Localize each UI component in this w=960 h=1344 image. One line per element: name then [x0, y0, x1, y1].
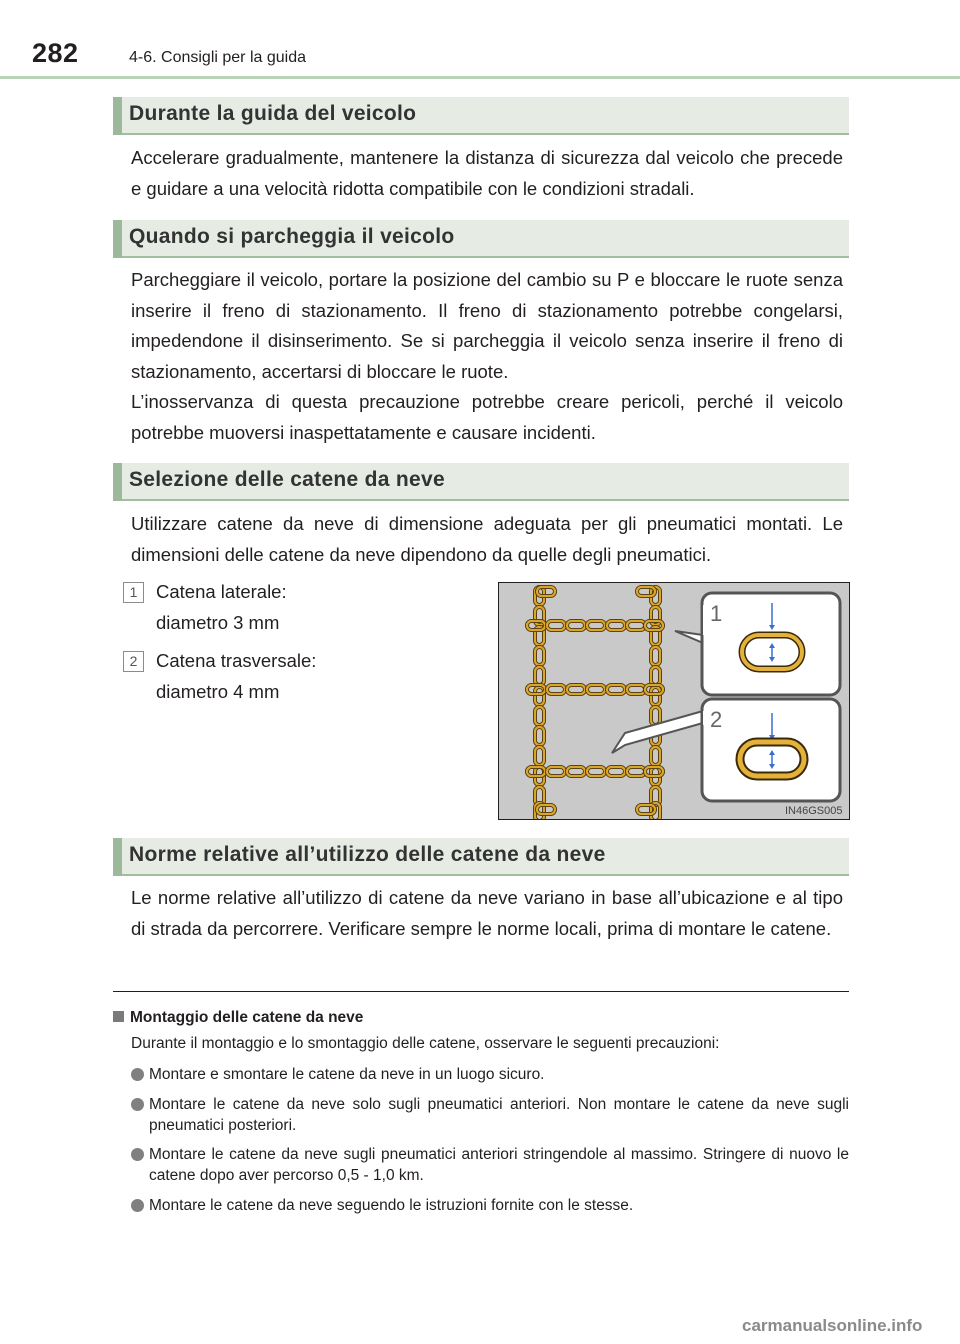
- section-text-parking-warning: L’inosservanza di questa precauzione potrebbe creare pericoli, perché il veicolo potrebbe muoversi inaspettatamente e causare incidenti.: [131, 391, 843, 443]
- section-heading-chain-rules: [113, 838, 849, 876]
- snow-chain-figure: [498, 582, 850, 820]
- bullet-dot-icon: [131, 1148, 144, 1161]
- watermark: carmanualsonline.info: [742, 1316, 923, 1335]
- bullet-dot-icon: [131, 1068, 144, 1081]
- chapter-title: 4-6. Consigli per la guida: [129, 49, 306, 66]
- section-text-driving: Accelerare gradualmente, mantenere la distanza di sicurezza dal veicolo che precede e guidare a una velocità ridotta compatibile con le condizioni stradali.: [131, 147, 843, 199]
- section-text-parking: Parcheggiare il veicolo, portare la posizione del cambio su P e bloccare le ruote senza inserire il freno di stazionamento. Il freno di stazionamento potrebbe congelarsi, impedendone il disinserimento. Se si parcheggia il veicolo senza inserire il freno di stazionamento, accertarsi di bloccare le ruote.: [131, 269, 843, 382]
- section-heading-chain-selection: [113, 463, 849, 501]
- section-text-chain-selection: Utilizzare catene da neve di dimensione adeguata per gli pneumatici montati. Le dimensioni delle catene da neve dipendono da quelle degli pneumatici.: [131, 513, 843, 565]
- notes-heading: [113, 1009, 363, 1027]
- bullet-text: Montare le catene da neve seguendo le istruzioni fornite con le stesse.: [149, 1197, 634, 1214]
- header-divider: [0, 76, 960, 79]
- bullet-text: Montare le catene da neve solo sugli pneumatici anteriori. Non montare le catene da neve sugli pneumatici posteriori.: [149, 1096, 849, 1134]
- bullet-dot-icon: [131, 1098, 144, 1111]
- bullet-dot-icon: [131, 1199, 144, 1212]
- item-label: Catena laterale:: [156, 581, 287, 602]
- section-title: Selezione delle catene da neve: [129, 468, 445, 491]
- section-text-chain-rules: Le norme relative all’utilizzo di catene da neve variano in base all’ubicazione e al tipo di strada da percorrere. Verificare sempre le norme locali, prima di montare le catene.: [131, 887, 843, 939]
- snow-chain-illustration: [499, 583, 849, 819]
- notes-heading-text: Montaggio delle catene da neve: [130, 1009, 364, 1026]
- item-label: Catena trasversale:: [156, 650, 317, 671]
- cross-chains: [527, 587, 663, 814]
- page-number: 282: [32, 38, 79, 68]
- item-number-1: 1: [123, 582, 144, 603]
- section-heading-driving: [113, 97, 849, 135]
- notes-bullet-2: [131, 1094, 849, 1136]
- item-number-2: 2: [123, 651, 144, 672]
- square-bullet-icon: [113, 1011, 124, 1022]
- figure-label-1: 1: [710, 601, 723, 626]
- notes-bullet-3: [131, 1144, 849, 1186]
- section-title: Quando si parcheggia il veicolo: [129, 225, 455, 248]
- callout-cross-chain: [612, 699, 840, 801]
- section-title: Durante la guida del veicolo: [129, 102, 417, 125]
- notes-bullet-4: [131, 1195, 849, 1216]
- notes-divider: [113, 991, 849, 992]
- notes-intro: Durante il montaggio e lo smontaggio delle catene, osservare le seguenti precauzioni:: [131, 1035, 720, 1052]
- bullet-text: Montare le catene da neve sugli pneumatici anteriori stringendole al massimo. Stringere di nuovo le catene dopo aver percorso 0,5 - 1,0 km.: [149, 1146, 849, 1184]
- item-value: diametro 4 mm: [156, 681, 280, 702]
- item-value: diametro 3 mm: [156, 612, 280, 633]
- figure-label-2: 2: [710, 707, 723, 732]
- page-header: [0, 0, 960, 80]
- callout-side-chain: [675, 593, 840, 695]
- notes-bullet-1: [131, 1064, 849, 1085]
- figure-code: IN46GS005: [785, 805, 843, 817]
- section-heading-parking: [113, 220, 849, 258]
- bullet-text: Montare e smontare le catene da neve in un luogo sicuro.: [149, 1066, 545, 1083]
- section-title: Norme relative all’utilizzo delle catene da neve: [129, 843, 606, 866]
